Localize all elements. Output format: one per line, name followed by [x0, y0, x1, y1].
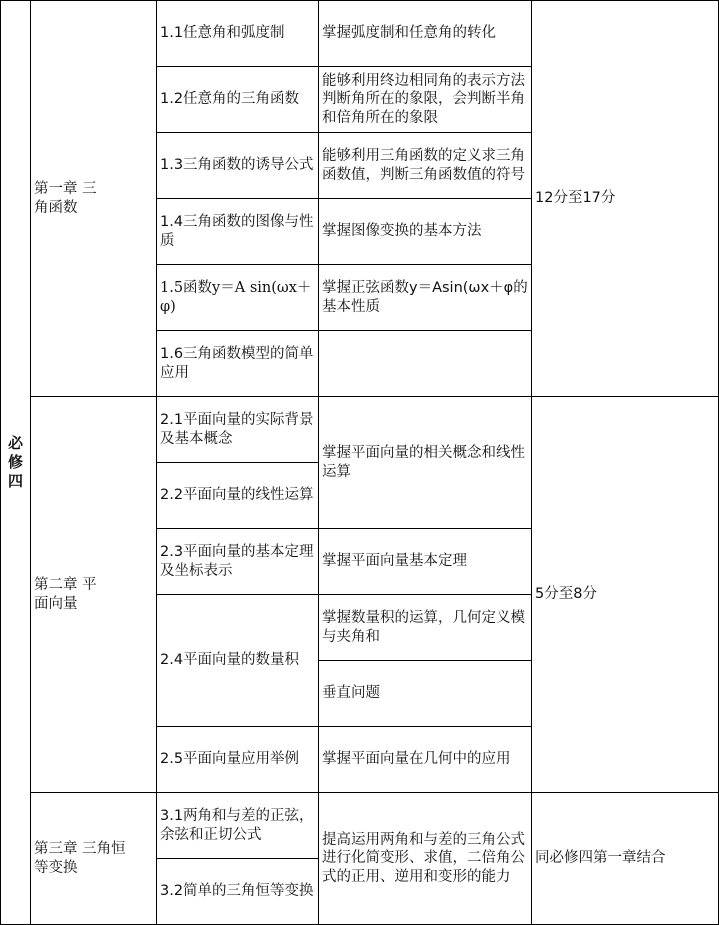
requirement-text: 掌握图像变换的基本方法	[322, 223, 482, 240]
score-text: 5分至8分	[535, 586, 597, 603]
requirement-cell	[322, 529, 528, 594]
module-name: 必修四	[7, 434, 23, 490]
requirement-cell	[322, 793, 528, 924]
section-title: 1.4三角函数的图像与性质	[160, 214, 314, 249]
score-text: 12分至17分	[535, 190, 616, 207]
requirement-cell	[322, 397, 528, 528]
section-title: 2.5平面向量应用举例	[160, 751, 300, 768]
border-line	[318, 0, 319, 925]
requirement-text: 提高运用两角和与差的三角公式进行化简变形、求值，二倍角公式的正用、逆用和变形的能力	[322, 831, 525, 885]
module-label	[1, 1, 30, 924]
requirement-cell	[322, 727, 528, 792]
section-cell	[160, 1, 314, 66]
section-cell	[160, 265, 314, 330]
section-cell	[160, 331, 314, 396]
score-cell	[535, 793, 715, 924]
section-cell	[160, 529, 314, 594]
requirement-cell	[322, 331, 528, 396]
section-cell	[160, 793, 314, 858]
chapter-name: 第三章 三角恒等变换	[34, 841, 126, 876]
section-title: 2.1平面向量的实际背景及基本概念	[160, 412, 314, 447]
section-title: 2.2平面向量的线性运算	[160, 487, 314, 504]
chapter-cell	[34, 397, 154, 792]
section-cell	[160, 133, 314, 198]
chapter-name: 第二章 平面向量	[34, 577, 97, 612]
requirement-text: 掌握平面向量基本定理	[322, 553, 467, 570]
section-cell	[160, 463, 314, 528]
section-cell	[160, 859, 314, 924]
requirement-text: 掌握弧度制和任意角的转化	[322, 25, 496, 42]
requirement-text: 垂直问题	[322, 685, 380, 702]
section-title: 1.5函数y＝A sin(ωx＋φ)	[160, 280, 312, 315]
section-title: 2.4平面向量的数量积	[160, 652, 300, 669]
section-title: 1.2任意角的三角函数	[160, 91, 300, 108]
section-title: 1.6三角函数模型的简单应用	[160, 346, 314, 381]
requirement-cell	[322, 67, 528, 132]
section-cell	[160, 727, 314, 792]
requirement-cell	[322, 265, 528, 330]
section-cell	[160, 67, 314, 132]
requirement-text: 掌握数量积的运算，几何定义模与夹角和	[322, 610, 525, 645]
chapter-name: 第一章 三角函数	[34, 181, 97, 216]
requirement-text: 能够利用终边相同角的表示方法判断角所在的象限，会判断半角和倍角所在的象限	[322, 72, 525, 126]
score-cell	[535, 397, 715, 792]
requirement-cell	[322, 595, 528, 660]
requirement-text: 掌握平面向量的相关概念和线性运算	[322, 445, 525, 480]
chapter-cell	[34, 793, 154, 924]
section-cell	[160, 397, 314, 462]
requirement-cell	[322, 133, 528, 198]
score-cell	[535, 1, 715, 396]
requirement-text: 掌握平面向量在几何中的应用	[322, 751, 511, 768]
border-line	[531, 0, 532, 925]
score-text: 同必修四第一章结合	[535, 850, 666, 867]
requirement-text: 能够利用三角函数的定义求三角函数值，判断三角函数值的符号	[322, 148, 525, 183]
section-title: 2.3平面向量的基本定理及坐标表示	[160, 544, 314, 579]
requirement-text: 掌握正弦函数y＝Asin(ωx＋φ的基本性质	[322, 280, 528, 315]
section-cell	[160, 199, 314, 264]
section-cell	[160, 595, 314, 726]
requirement-cell	[322, 661, 528, 726]
section-title: 1.3三角函数的诱导公式	[160, 157, 314, 174]
requirement-cell	[322, 1, 528, 66]
border-line	[30, 0, 31, 925]
section-title: 1.1任意角和弧度制	[160, 25, 285, 42]
requirement-cell	[322, 199, 528, 264]
chapter-cell	[34, 1, 154, 396]
section-title: 3.2简单的三角恒等变换	[160, 883, 314, 900]
section-title: 3.1两角和与差的正弦，余弦和正切公式	[160, 808, 314, 843]
